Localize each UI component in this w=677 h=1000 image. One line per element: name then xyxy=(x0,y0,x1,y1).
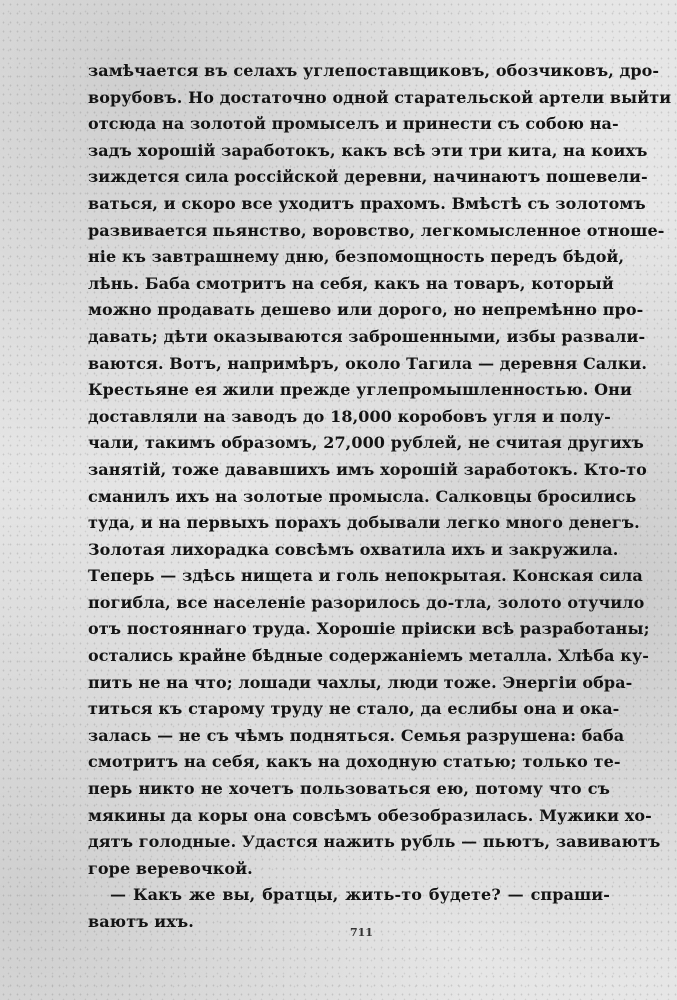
text-line: чали, такимъ образомъ, 27,000 рублей, не считая другихъ xyxy=(88,433,644,453)
text-line: титься къ старому труду не стало, да еслибы она и ока- xyxy=(88,699,620,719)
text-line: ваютъ ихъ. xyxy=(88,912,194,931)
text-line: — Какъ же вы, братцы, жить-то будете? — спраши- xyxy=(110,885,610,905)
text-line: давать; дѣти оказываются заброшенными, избы развали- xyxy=(88,326,646,346)
text-line: отсюда на золотой промыселъ и принести съ собою на- xyxy=(88,114,619,134)
text-line: перь никто не хочетъ пользоваться ею, потому что съ xyxy=(88,779,610,799)
text-line: Теперь — здѣсь нищета и голь непокрытая. Конская сила xyxy=(88,566,643,586)
text-line: мякины да коры она совсѣмъ обезобразилась. Мужики хо- xyxy=(88,805,652,825)
text-line: ваться, и скоро все уходитъ прахомъ. Вмѣстѣ съ золотомъ xyxy=(88,193,646,213)
text-line: остались крайне бѣдные содержаніемъ металла. Хлѣба ку- xyxy=(88,646,650,666)
page-number: 711 xyxy=(350,926,373,939)
text-line: ворубовъ. Но достаточно одной старательской артели выйти xyxy=(88,87,672,107)
text-line: замѣчается въ селахъ углепоставщиковъ, обозчиковъ, дро- xyxy=(88,61,660,80)
text-line: ваются. Вотъ, напримѣръ, около Тагила — деревня Салки. xyxy=(88,353,647,373)
text-line: Крестьяне ея жили прежде углепромышленностью. Они xyxy=(88,380,632,400)
body-text xyxy=(88,58,672,936)
text-line: горе веревочкой. xyxy=(88,858,253,878)
text-line: пить не на что; лошади чахлы, люди тоже. Энергіи обра- xyxy=(88,672,633,692)
text-line: дятъ голодные. Удастся нажить рубль — пьютъ, завиваютъ xyxy=(88,832,661,852)
text-line: погибла, все населеніе разорилось до-тла, золото отучило xyxy=(88,592,645,612)
text-line: зиждется сила россійской деревни, начинаютъ пошевели- xyxy=(88,167,648,187)
text-line: можно продавать дешево или дорого, но непремѣнно про- xyxy=(88,300,644,320)
text-line: смотритъ на себя, какъ на доходную статью; только те- xyxy=(88,752,621,772)
text-line: лѣнь. Баба смотритъ на себя, какъ на товаръ, который xyxy=(88,273,614,293)
text-line: ніе къ завтрашнему дню, безпомощность передъ бѣдой, xyxy=(88,247,625,267)
text-line: развивается пьянство, воровство, легкомысленное отноше- xyxy=(88,220,665,240)
text-line: Золотая лихорадка совсѣмъ охватила ихъ и закружила. xyxy=(88,539,619,559)
text-line: сманилъ ихъ на золотые промысла. Салковцы бросились xyxy=(88,486,637,506)
text-line: задъ хорошій заработокъ, какъ всѣ эти три кита, на коихъ xyxy=(88,140,648,160)
text-line: занятій, тоже дававшихъ имъ хорошій заработокъ. Кто-то xyxy=(88,459,647,479)
text-line: отъ постояннаго труда. Хорошіе пріиски всѣ разработаны; xyxy=(88,619,650,639)
text-line: доставляли на заводъ до 18,000 коробовъ угля и полу- xyxy=(88,406,611,426)
text-line: туда, и на первыхъ порахъ добывали легко много денегъ. xyxy=(88,513,640,533)
text-line: залась — не съ чѣмъ подняться. Семья разрушена: баба xyxy=(88,725,625,745)
